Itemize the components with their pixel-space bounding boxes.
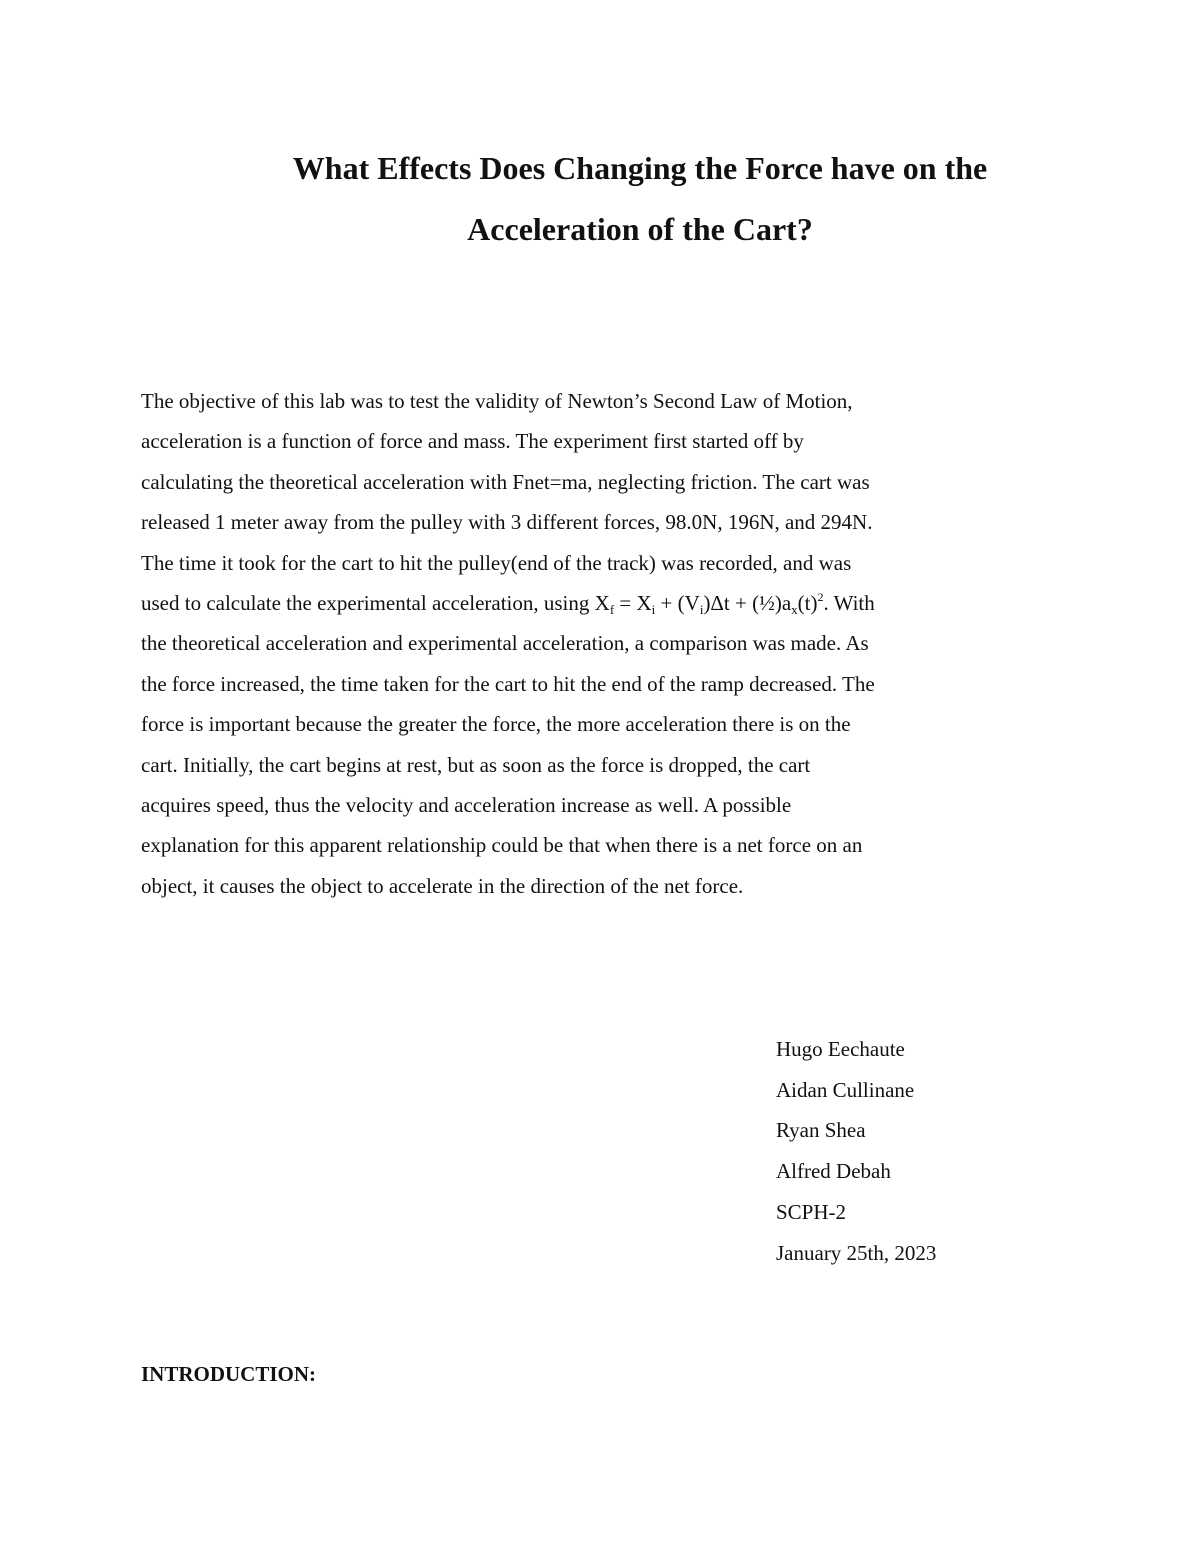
eq-sub-i: i	[699, 602, 704, 618]
introduction-heading: INTRODUCTION:	[141, 1362, 317, 1386]
abstract-line: the force increased, the time taken for the cart to hit the end of the ramp decreased. The	[141, 671, 875, 696]
author-name: Ryan Shea	[776, 1118, 866, 1143]
eq-symbol-x: X	[594, 591, 610, 616]
eq-sup-2: 2	[817, 590, 824, 605]
abstract-line: object, it causes the object to accelerate in the direction of the net force.	[141, 873, 744, 898]
eq-symbol-x: X	[636, 591, 652, 616]
abstract-line: calculating the theoretical acceleration with Fnet=ma, neglecting friction. The cart was	[141, 469, 870, 494]
abstract-line: force is important because the greater the force, the more acceleration there is on the	[141, 712, 851, 737]
eq-sub-i: i	[651, 602, 656, 618]
author-name: Aidan Cullinane	[776, 1077, 915, 1102]
equation-line-tail: . With	[823, 591, 875, 616]
eq-term-accel: )Δt + (½)a	[703, 591, 792, 616]
eq-sub-f: f	[609, 602, 615, 618]
equation-line-lead: used to calculate the experimental acceleration, using	[141, 591, 595, 616]
abstract-line: The objective of this lab was to test the validity of Newton’s Second Law of Motion,	[141, 389, 853, 413]
equation-line	[141, 583, 981, 623]
document-title	[140, 138, 1140, 260]
abstract-line: explanation for this apparent relationship could be that when there is a net force on an	[141, 833, 863, 858]
author-name: Hugo Eechaute	[776, 1037, 905, 1061]
kinematics-equation	[594, 590, 824, 618]
abstract-line: acceleration is a function of force and mass. The experiment first started off by	[141, 429, 804, 454]
abstract-line: the theoretical acceleration and experimental acceleration, a comparison was made. As	[141, 631, 869, 656]
title-line: Acceleration of the Cart?	[467, 211, 813, 247]
author-name: Alfred Debah	[776, 1159, 891, 1184]
eq-sub-x: x	[791, 602, 798, 618]
author-block	[776, 1029, 936, 1273]
eq-term-velocity: + (V	[655, 591, 700, 616]
abstract-line: The time it took for the cart to hit the pulley(end of the track) was recorded, and was	[141, 550, 852, 575]
abstract-line: released 1 meter away from the pulley with 3 different forces, 98.0N, 196N, and 294N.	[141, 510, 873, 535]
eq-equals: =	[614, 591, 637, 616]
course-code: SCPH-2	[776, 1199, 847, 1224]
eq-term-time: (t)	[797, 591, 818, 616]
abstract-paragraph	[141, 381, 981, 906]
abstract-line: acquires speed, thus the velocity and acceleration increase as well. A possible	[141, 793, 792, 818]
title-line: What Effects Does Changing the Force have on the	[292, 150, 988, 186]
abstract-line: cart. Initially, the cart begins at rest, but as soon as the force is dropped, the cart	[141, 752, 811, 777]
document-date: January 25th, 2023	[776, 1240, 937, 1265]
